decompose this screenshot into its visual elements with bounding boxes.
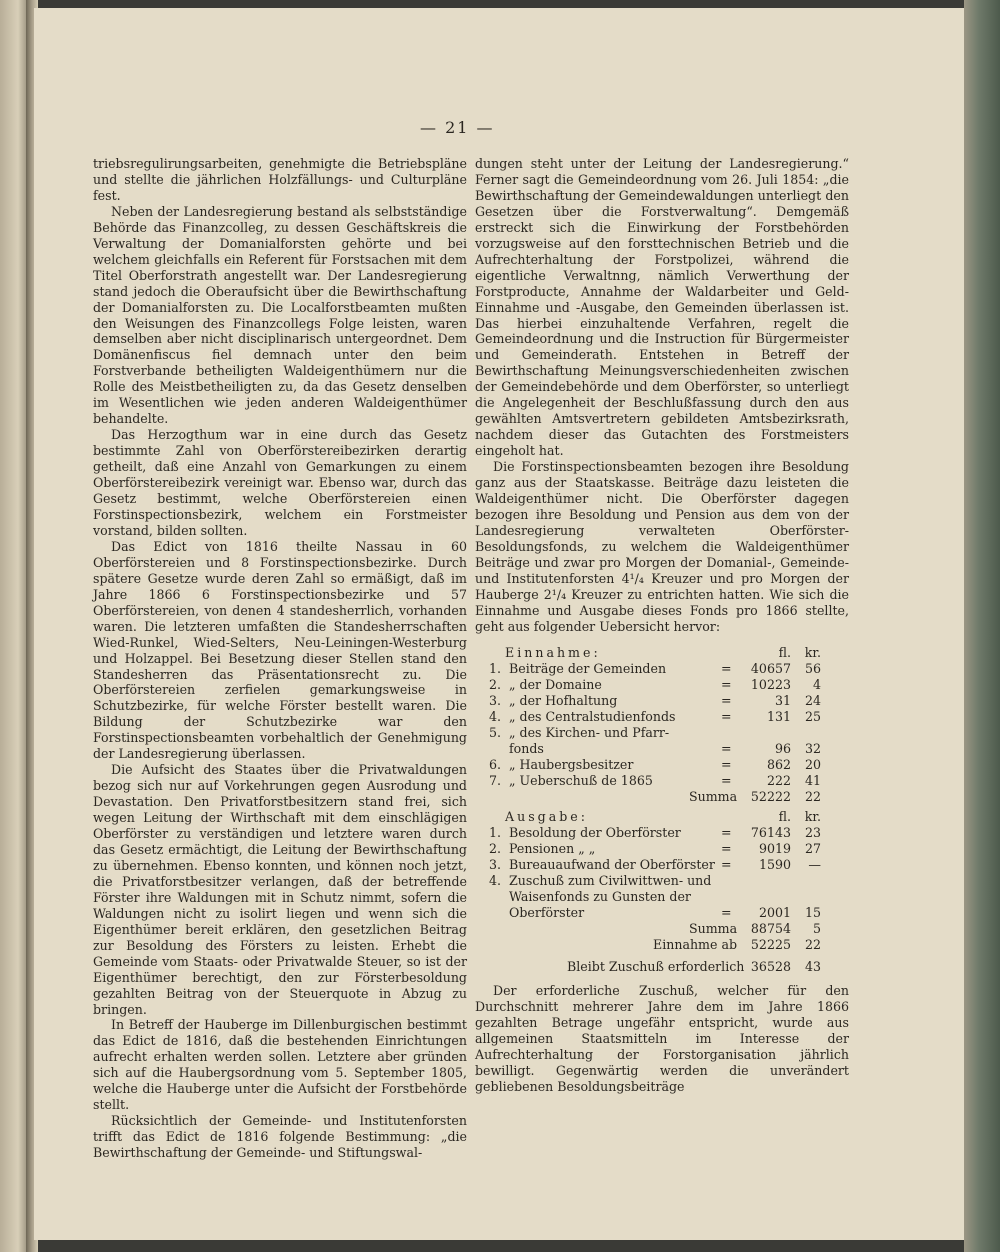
ledger-equals: = [721,693,732,708]
ledger-row [475,693,835,709]
ausgabe-fl-header: fl. [778,809,791,824]
ausgabe-heading-row [475,809,835,825]
ledger-item-label: Waisenfonds zu Gunsten der [509,889,691,904]
ledger-item-label: „ Ueberschuß de 1865 [509,773,653,788]
einnahme-summa-row [475,789,835,805]
ledger-row [475,661,835,677]
einnahme-summa-label: Summa [689,789,738,804]
paragraph: dungen steht unter der Leitung der Landesregierung.“ Ferner sagt die Gemeindeordnung vom 26. Juli 1854: „die Bewirthschaftung der Gemeindewaldungen unterliegt den Gesetzen über die Forstverwaltung“. Demgemäß erstreckt sich die Einwirkung der Forstbehörden vorzugsweise auf den forsttechnischen Betrieb und die Aufrechterhaltung der Forstpolizei, während die eigentliche Verwaltnng, nämlich Verwerthung der Forstproducte, Annahme der Waldarbeiter und Geld-Einnahme und -Ausgabe, den Gemeinden überlassen ist. Das hierbei einzuhaltende Verfahren, regelt die Gemeindeordnung und die Instruction für Bürgermeister und Gemeinderath. Entstehen in Betreff der Bewirthschaftung Meinungsverschiedenheiten zwischen der Gemeindebehörde und dem Oberförster, so unterliegt die Angelegenheit der Beschlußfassung durch den aus gewählten Amtsvertretern gebildeten Amtsbezirksrath, nachdem dieser das Gutachten des Forstmeisters eingeholt hat. [475,156,849,459]
einnahme-rows [475,661,835,789]
ledger-item-label: Bureauaufwand der Oberförster [509,857,715,872]
paragraph: Das Herzogthum war in eine durch das Gesetz bestimmte Zahl von Oberförstereibezirken derartig getheilt, daß eine Anzahl von Gemarkungen zu einem Oberförstereibezirk vereinigt war. Ebenso war, durch das Gesetz bestimmt, welche Oberförstereien einen Forstinspectionsbezirk, welchem ein Forstmeister vorstand, bilden sollten. [93,427,467,538]
paragraph: Das Edict von 1816 theilte Nassau in 60 Oberförstereien und 8 Forstinspectionsbezirke. Durch spätere Gesetze wurde deren Zahl so ermäßigt, daß im Jahre 1866 6 Forstinspectionsbezirke und 57 Oberförstereien, von denen 4 standesherrlich, vorhanden waren. Die letzteren umfaßten die Standesherrschaften Wied-Runkel, Wied-Selters, Neu-Leiningen-Westerburg und Holzappel. Bei Besetzung dieser Stellen stand den Standesherren das Präsentationsrecht zu. Die Oberförstereien zerfielen gemarkungsweise in Schutzbezirke, für welche Förster bestellt waren. Die Bildung der Schutzbezirke war den Forstinspectionsbeamten vorbehaltlich der Genehmigung der Landesregierung überlassen. [93,538,467,762]
ledger-kreuzer: 56 [804,661,821,676]
ledger-item-label: „ des Centralstudienfonds [509,709,676,724]
ledger-item-number: 4. [489,709,502,724]
ledger-row [475,841,835,857]
paragraph: Neben der Landesregierung bestand als selbstständige Behörde das Finanzcolleg, zu dessen Geschäftskreis die Verwaltung der Domanialforsten gehörte und bei welchem gleichfalls ein Referent für Forstsachen mit dem Titel Oberforstrath angestellt war. Der Landesregierung stand jedoch die Oberaufsicht über die Bewirthschaftung der Domanialforsten zu. Die Localforstbeamten mußten den Weisungen des Finanzcollegs Folge leisten, waren demselben aber nicht disciplinarisch untergeordnet. Dem Domänenfiscus fiel demnach unter den beim Forstverbande betheiligten Waldeigenthümern nur die Rolle des Meistbetheiligten zu, da das Gesetz denselben im Wesentlichen wie jeden anderen Waldeigenthümer behandelte. [93,203,467,427]
paragraph: Die Aufsicht des Staates über die Privatwaldungen bezog sich nur auf Vorkehrungen gegen Ausrodung und Devastation. Den Privatforstbesitzern stand frei, sich wegen Leitung der Wirthschaft mit dem einschlägigen Oberförster zu verständigen und letztere waren durch das Gesetz ermächtigt, die Leitung der Bewirthschaftung zu übernehmen. Ebenso konnten, und können noch jetzt, die Privatforstbesitzer verlangen, daß der betreffende Förster ihre Waldungen mit in Schutz nimmt, sofern die Waldungen nicht zu isolirt liegen und wenn sich die Eigenthümer bereit erklären, den gesetzlichen Beitrag zur Besoldung des Försters zu leisten. Erhebt die Gemeinde vom Staats- oder Privatwalde Steuer, so ist der Eigenthümer berechtigt, den zur Försterbesoldung gezahlten Beitrag von der Steuerquote in Abzug zu bringen. [93,762,467,1017]
ledger-item-number: 7. [489,773,502,788]
ledger-item-number: 3. [489,693,502,708]
ledger-item-label: Beiträge der Gemeinden [509,661,667,676]
ledger-row [475,905,835,921]
ledger-row [475,741,835,757]
ausgabe-summa-label: Summa [689,921,738,936]
paragraph: Rücksichtlich der Gemeinde- und Institutenforsten trifft das Edict de 1816 folgende Bestimmung: „die Bewirthschaftung der Gemeinde- und Stiftungswal- [93,1113,467,1161]
ledger-item-number: 3. [489,857,502,872]
right-text-column [475,156,849,635]
ledger-equals: = [721,661,732,676]
ledger-equals: = [721,841,732,856]
ledger-kreuzer: 15 [804,905,821,920]
ledger-row [475,857,835,873]
ledger-kreuzer: 23 [804,825,821,840]
zuschuss-kr: 43 [804,959,821,974]
paragraph: triebsregulirungsarbeiten, genehmigte die Betriebspläne und stellte die jährlichen Holzfällungs- und Culturpläne fest. [93,156,467,203]
einnahme-ab-kr: 22 [804,937,821,952]
ledger-kreuzer: 20 [804,757,821,772]
paragraph: Der erforderliche Zuschuß, welcher für den Durchschnitt mehrerer Jahre dem im Jahre 1866 gezahlten Betrage ungefähr entspricht, wurde aus allgemeinen Staatsmitteln im Interesse der Aufrechterhaltung der Forstorganisation jährlich bewilligt. Gegenwärtig werden die unverändert gebliebenen Besoldungsbeiträge [475,983,849,1094]
right-text-column-tail [475,983,849,1095]
einnahme-kr-header: kr. [804,645,821,660]
ledger-row [475,873,835,889]
ledger-item-label: „ des Kirchen- und Pfarr- [509,725,670,740]
ledger-kreuzer: 25 [804,709,821,724]
ledger-florin: 862 [766,757,791,772]
ledger-equals: = [721,857,732,872]
fund-ledger [475,645,835,975]
ledger-florin: 31 [774,693,791,708]
ledger-equals: = [721,677,732,692]
paragraph: In Betreff der Hauberge im Dillenburgischen bestimmt das Edict de 1816, daß die bestehenden Einrichtungen aufrecht erhalten werden sollen. Letztere aber gründen sich auf die Haubergsordnung vom 5. September 1805, welche die Hauberge unter die Aufsicht der Forstbehörde stellt. [93,1017,467,1113]
ledger-kreuzer: 24 [804,693,821,708]
ledger-equals: = [721,757,732,772]
ledger-item-number: 5. [489,725,502,740]
page-number: — 21 — [420,118,495,137]
ausgabe-summa-kr: 5 [812,921,821,936]
ledger-florin: 222 [766,773,791,788]
ledger-item-label: „ Haubergsbesitzer [509,757,634,772]
ausgabe-kr-header: kr. [804,809,821,824]
ledger-item-label: Pensionen „ „ [509,841,596,856]
ledger-florin: 10223 [750,677,791,692]
ledger-florin: 40657 [750,661,791,676]
ledger-item-number: 2. [489,841,502,856]
zuschuss-fl: 36528 [750,959,791,974]
ledger-item-number: 6. [489,757,502,772]
einnahme-summa-fl: 52222 [750,789,791,804]
einnahme-heading-row [475,645,835,661]
ledger-equals: = [721,741,732,756]
ausgabe-summa-fl: 88754 [750,921,791,936]
left-text-column [93,156,467,1161]
ledger-item-label: Oberförster [509,905,585,920]
einnahme-heading: Einnahme: [505,645,601,660]
zuschuss-row [475,959,835,975]
ausgabe-rows [475,825,835,921]
ledger-item-label: fonds [509,741,544,756]
ledger-florin: 1590 [758,857,791,872]
ledger-item-label: Besoldung der Oberförster [509,825,681,840]
ledger-kreuzer: 4 [812,677,821,692]
ledger-equals: = [721,825,732,840]
ledger-kreuzer: — [808,857,821,872]
ledger-row [475,757,835,773]
ledger-kreuzer: 32 [804,741,821,756]
einnahme-ab-row [475,937,835,953]
ledger-item-number: 1. [489,661,502,676]
ledger-item-label: „ der Domaine [509,677,602,692]
zuschuss-label: Bleibt Zuschuß erforderlich [567,959,745,974]
ledger-item-label: „ der Hofhaltung [509,693,618,708]
ledger-florin: 76143 [750,825,791,840]
book-cover-edge [964,0,1000,1252]
ledger-florin: 9019 [758,841,791,856]
ledger-florin: 96 [774,741,791,756]
ledger-row [475,677,835,693]
ledger-equals: = [721,709,732,724]
einnahme-ab-label: Einnahme ab [653,937,738,952]
ledger-item-label: Zuschuß zum Civilwittwen- und [509,873,712,888]
ledger-row [475,725,835,741]
ledger-florin: 131 [766,709,791,724]
ledger-row [475,889,835,905]
ledger-equals: = [721,905,732,920]
ausgabe-summa-row [475,921,835,937]
ledger-row [475,773,835,789]
ledger-florin: 2001 [758,905,791,920]
ledger-equals: = [721,773,732,788]
ledger-row [475,709,835,725]
ledger-kreuzer: 27 [804,841,821,856]
ledger-item-number: 1. [489,825,502,840]
ledger-kreuzer: 41 [804,773,821,788]
paragraph: Die Forstinspectionsbeamten bezogen ihre Besoldung ganz aus der Staatskasse. Beiträge dazu leisteten die Waldeigenthümer nicht. Die Oberförster dagegen bezogen ihre Besoldung und Pension aus dem von der Landesregierung verwalteten Oberförster-Besoldungsfonds, zu welchem die Waldeigenthümer Beiträge und zwar pro Morgen der Domanial-, Gemeinde- und Institutenforsten 4¹/₄ Kreuzer und pro Morgen der Hauberge 2¹/₄ Kreuzer zu entrichten hatten. Wie sich die Einnahme und Ausgabe dieses Fonds pro 1866 stellte, geht aus folgender Uebersicht hervor: [475,459,849,634]
ledger-row [475,825,835,841]
ledger-item-number: 4. [489,873,502,888]
einnahme-ab-fl: 52225 [750,937,791,952]
ledger-item-number: 2. [489,677,502,692]
ausgabe-heading: Ausgabe: [505,809,588,824]
einnahme-fl-header: fl. [778,645,791,660]
einnahme-summa-kr: 22 [804,789,821,804]
